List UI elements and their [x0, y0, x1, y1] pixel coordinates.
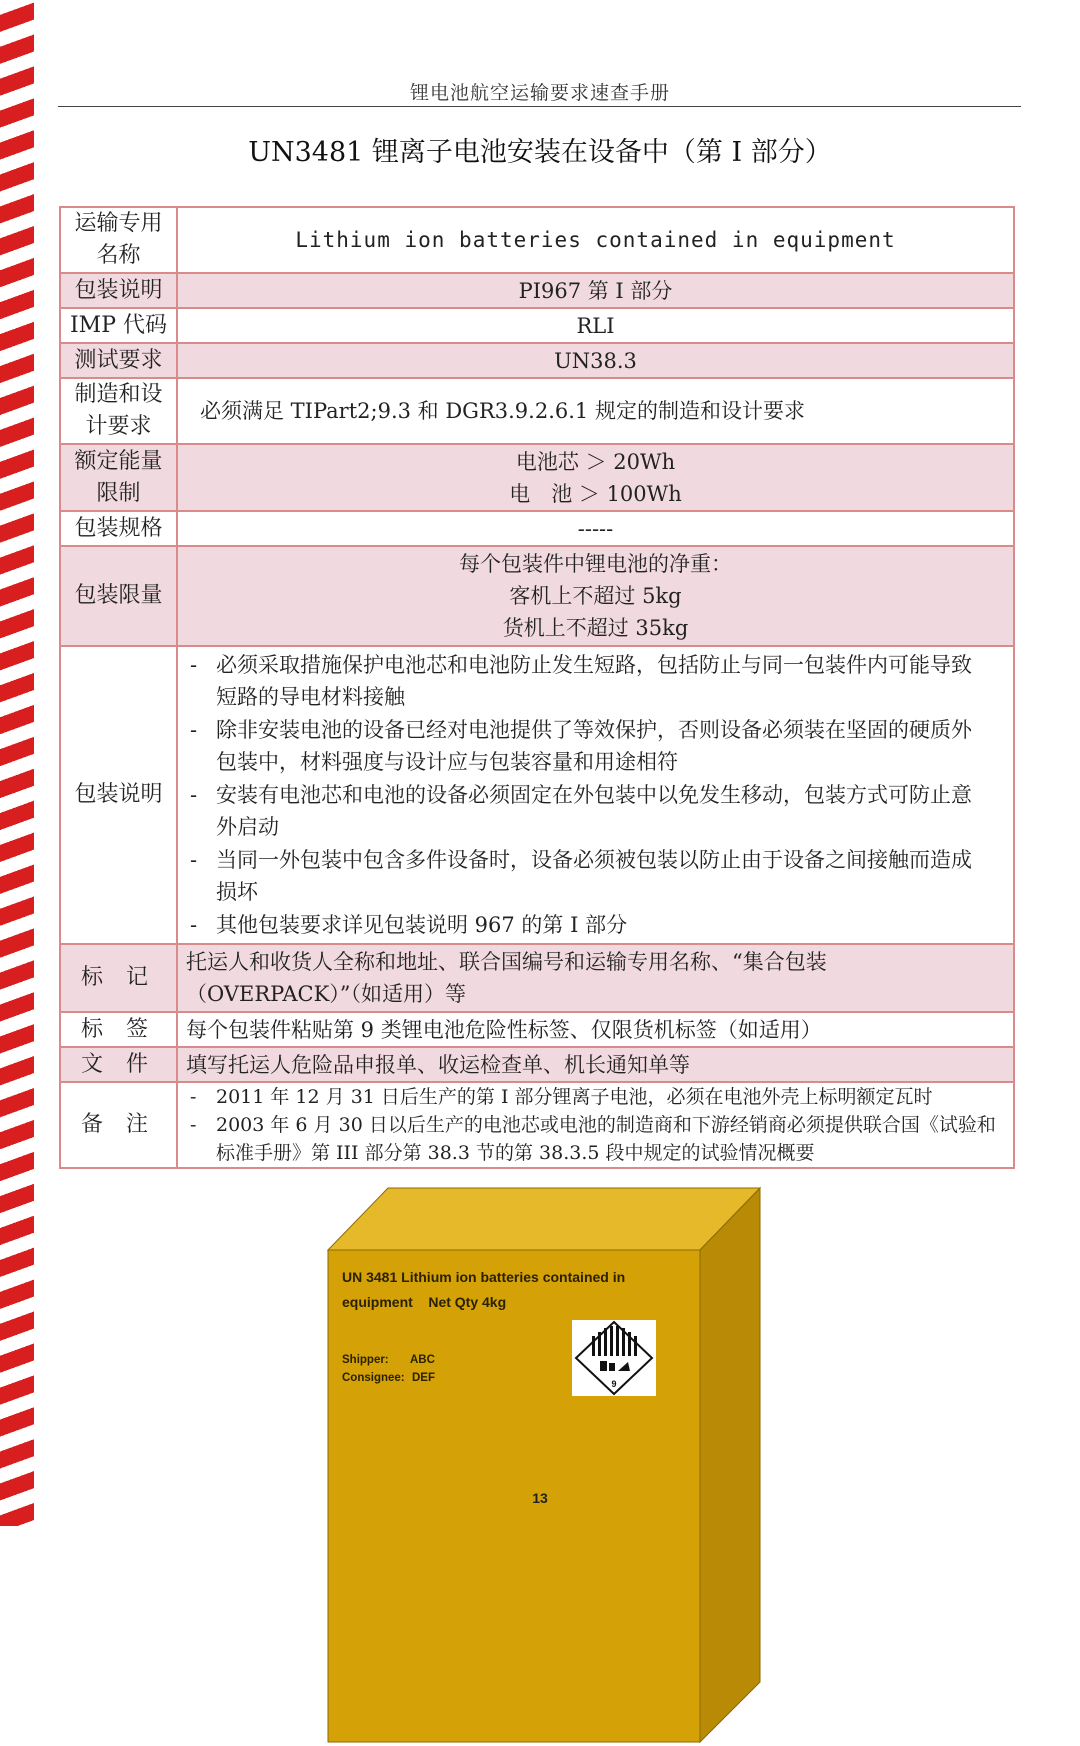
- row-label: 标 签: [60, 1012, 177, 1047]
- row-value: 填写托运人危险品申报单、收运检查单、机长通知单等: [177, 1047, 1014, 1082]
- row-value: PI967 第 I 部分: [177, 273, 1014, 308]
- row-label: 包装说明: [60, 273, 177, 308]
- table-row: [60, 944, 1014, 1012]
- consignee-label: Consignee:: [342, 1372, 405, 1384]
- running-header: 锂电池航空运输要求速查手册: [409, 82, 670, 104]
- remarks-list: [186, 1083, 1007, 1167]
- class9-hazard-label-icon: [572, 1320, 656, 1396]
- row-label: 制造和设计要求: [60, 378, 177, 444]
- hazard-class-number: 9: [611, 1379, 617, 1389]
- table-row: [60, 273, 1014, 308]
- list-item: - 除非安装电池的设备已经对电池提供了等效保护，否则设备必须装在坚固的硬质外包装中，材料强度与设计应与包装容量和用途相符: [186, 714, 985, 779]
- list-item: - 安装有电池芯和电池的设备必须固定在外包装中以免发生移动，包装方式可防止意外启动: [186, 779, 985, 844]
- row-value: [177, 1082, 1014, 1168]
- table-row: [60, 511, 1014, 546]
- package-illustration: [326, 1186, 762, 1746]
- list-item: - 2011 年 12 月 31 日后生产的第 I 部分锂离子电池，必须在电池外壳上标明额定瓦时: [186, 1083, 1007, 1111]
- value-line: 每个包装件中锂电池的净重：: [459, 552, 732, 576]
- value-line: 客机上不超过 5kg: [509, 584, 682, 608]
- hazard-stripe-border: [0, 0, 34, 1526]
- header-divider: [58, 106, 1021, 107]
- row-label: 运输专用名称: [60, 207, 177, 273]
- consignee-value: DEF: [412, 1372, 435, 1384]
- table-row: [60, 1012, 1014, 1047]
- row-label: 包装限量: [60, 546, 177, 646]
- page-title: UN3481 锂离子电池安装在设备中（第 I 部分）: [248, 137, 832, 168]
- row-value: [177, 546, 1014, 646]
- value-line: 电池芯 ＞ 20Wh: [515, 449, 676, 474]
- package-marking-line1: UN 3481 Lithium ion batteries contained in: [342, 1269, 626, 1285]
- requirement-list: [186, 649, 985, 942]
- table-row: [60, 546, 1014, 646]
- table-row: [60, 444, 1014, 511]
- row-value: UN38.3: [177, 343, 1014, 378]
- row-label: IMP 代码: [60, 308, 177, 343]
- row-value: Lithium ion batteries contained in equipment: [177, 207, 1014, 273]
- spec-table: [59, 206, 1015, 1169]
- shipper-value: ABC: [410, 1354, 435, 1366]
- row-value: 每个包装件粘贴第 9 类锂电池危险性标签、仅限货机标签（如适用）: [177, 1012, 1014, 1047]
- table-row: [60, 1082, 1014, 1168]
- list-item: - 必须采取措施保护电池芯和电池防止发生短路，包括防止与同一包装件内可能导致短路的导电材料接触: [186, 649, 985, 714]
- row-value: 必须满足 TIPart2;9.3 和 DGR3.9.2.6.1 规定的制造和设计要求: [177, 378, 1014, 444]
- table-row: [60, 207, 1014, 273]
- table-row: [60, 1047, 1014, 1082]
- table-row: [60, 343, 1014, 378]
- table-row: [60, 646, 1014, 944]
- row-label: 文 件: [60, 1047, 177, 1082]
- package-side-face: [700, 1188, 760, 1742]
- list-item: - 其他包装要求详见包装说明 967 的第 I 部分: [186, 909, 985, 942]
- row-value: RLI: [177, 308, 1014, 343]
- row-value: 托运人和收货人全称和地址、联合国编号和运输专用名称、“集合包装（OVERPACK）”（如适用）等: [177, 944, 1014, 1012]
- list-item: - 当同一外包装中包含多件设备时，设备必须被包装以防止由于设备之间接触而造成损坏: [186, 844, 985, 909]
- page-number: 13: [532, 1490, 548, 1506]
- row-label: 测试要求: [60, 343, 177, 378]
- row-label: 备 注: [60, 1082, 177, 1168]
- row-value: -----: [177, 511, 1014, 546]
- row-label: 包装规格: [60, 511, 177, 546]
- shipper-label: Shipper:: [342, 1354, 389, 1366]
- table-row: [60, 308, 1014, 343]
- value-line: 电 池 ＞ 100Wh: [509, 481, 682, 506]
- value-line: 货机上不超过 35kg: [502, 616, 689, 640]
- package-top-face: [328, 1188, 760, 1250]
- row-value: [177, 444, 1014, 511]
- row-label: 标 记: [60, 944, 177, 1012]
- row-value: [177, 646, 1014, 944]
- table-row: [60, 378, 1014, 444]
- row-label: 包装说明: [60, 646, 177, 944]
- row-label: 额定能量限制: [60, 444, 177, 511]
- package-marking-line2: equipment Net Qty 4kg: [342, 1294, 507, 1310]
- list-item: - 2003 年 6 月 30 日以后生产的电池芯或电池的制造商和下游经销商必须提供联合国《试验和标准手册》第 III 部分第 38.3 节的第 38.3.5 段中规定的试验情况概要: [186, 1111, 1007, 1167]
